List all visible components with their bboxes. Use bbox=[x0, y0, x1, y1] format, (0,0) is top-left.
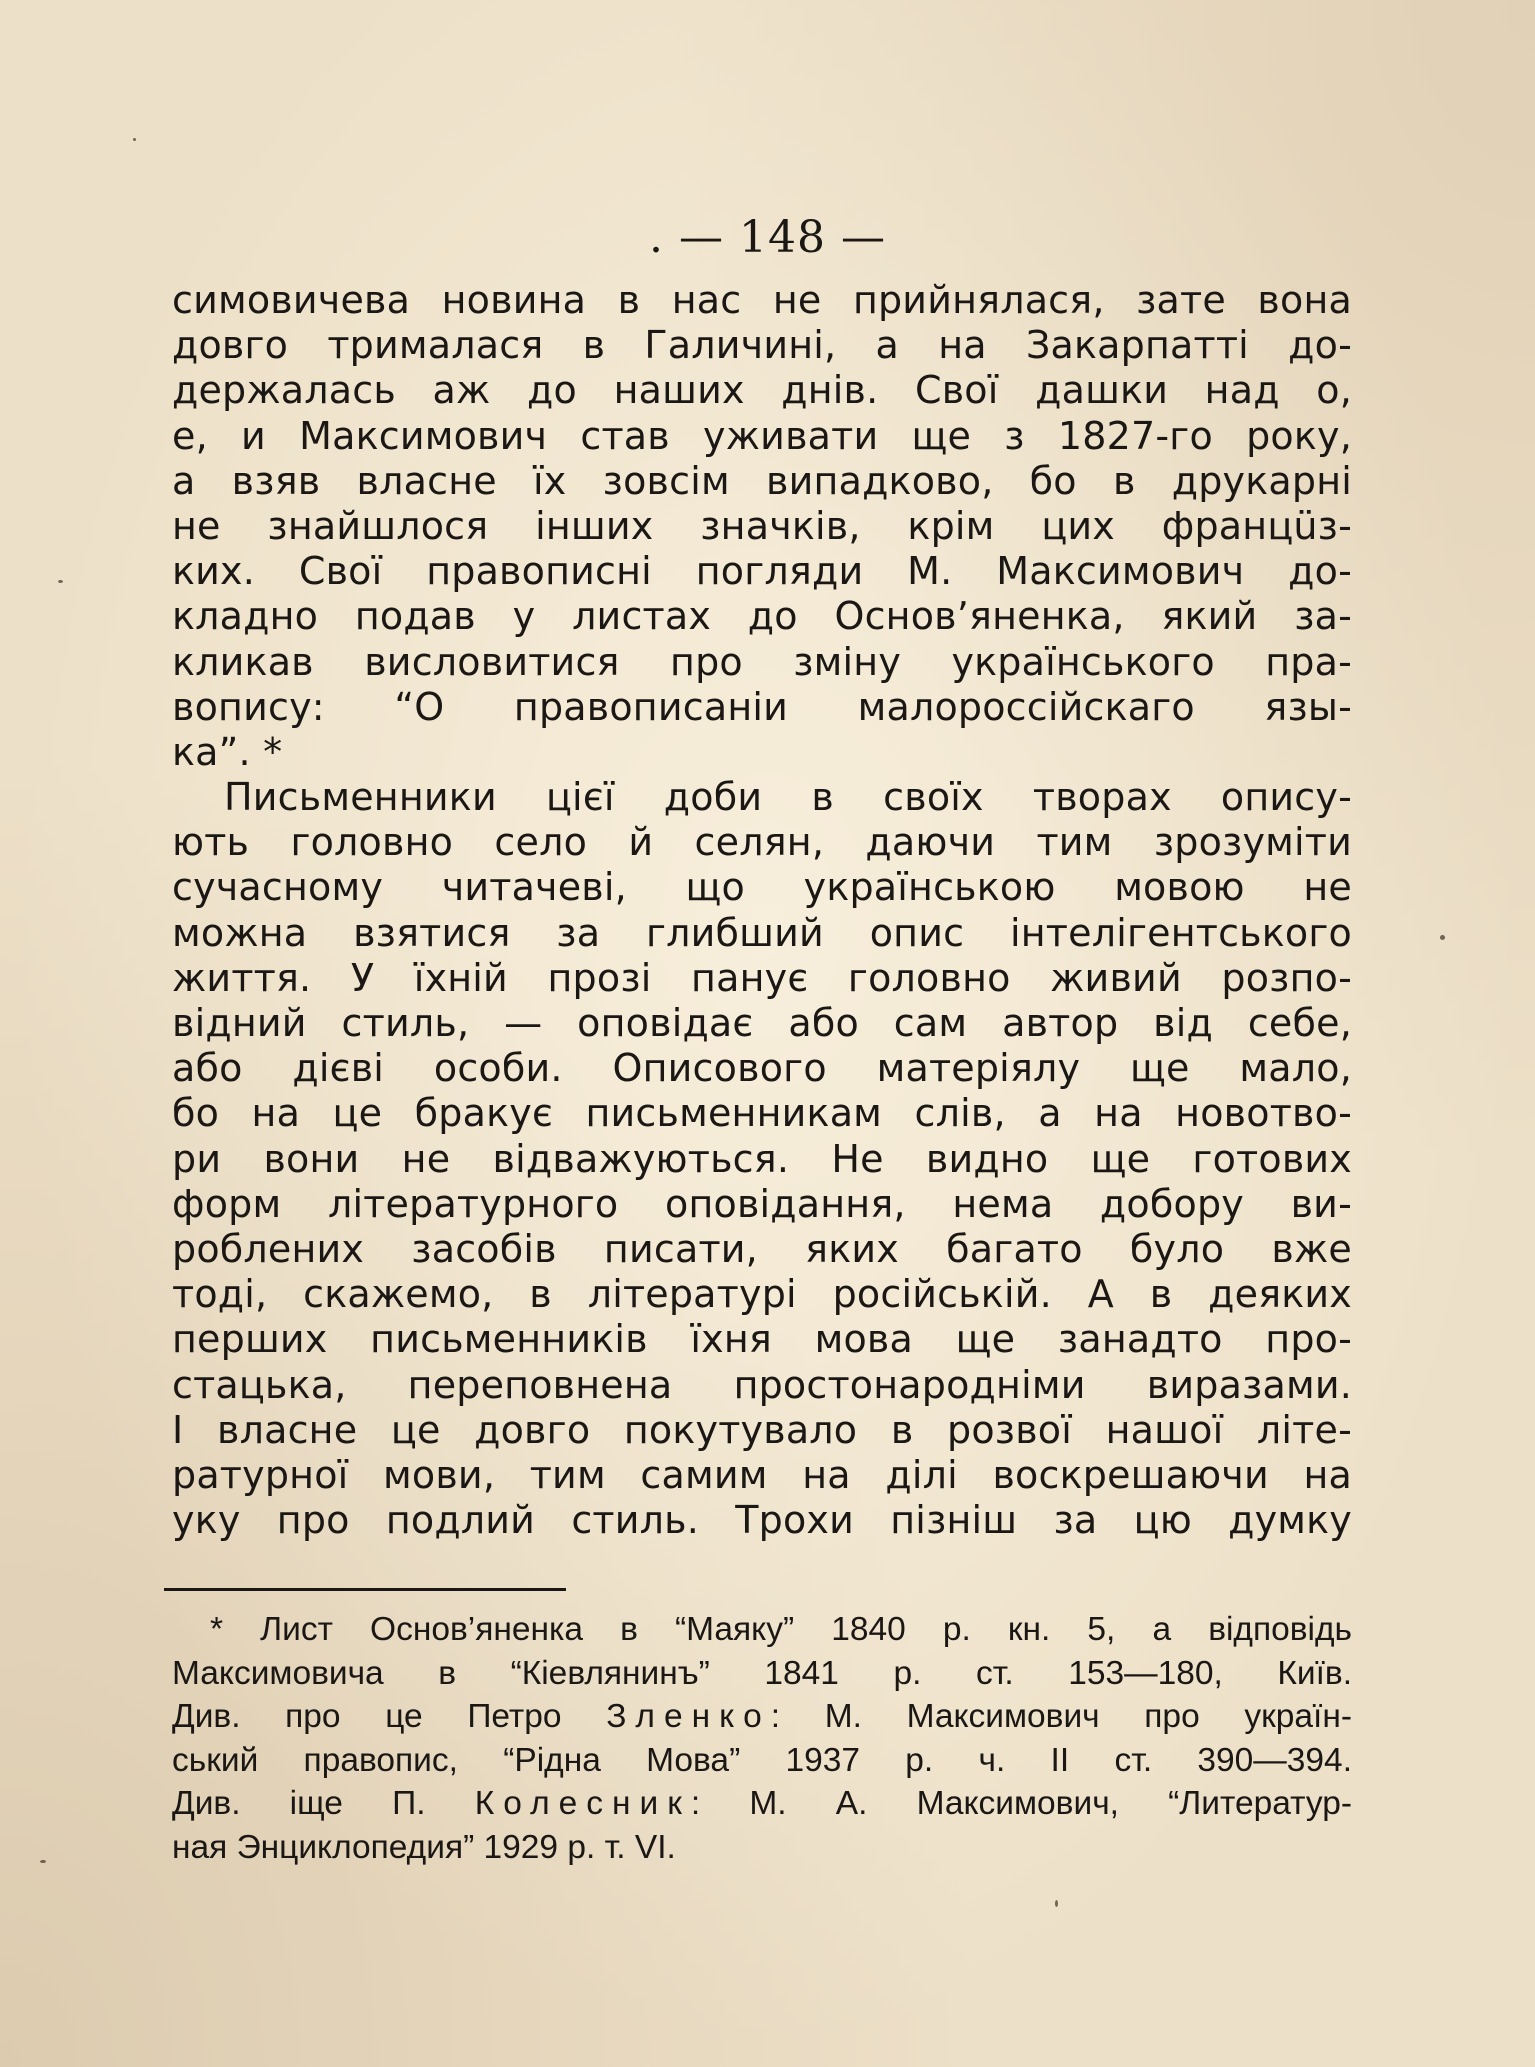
body-line: кладно подав у листах до Основ’яненка, який за- bbox=[172, 594, 1352, 639]
body-line: роблених засобів писати, яких багато було вже bbox=[172, 1226, 1352, 1271]
body-line: уку про подлий стиль. Трохи пізніш за цю думку bbox=[172, 1498, 1352, 1543]
body-line: можна взятися за глибший опис інтелігентського bbox=[172, 910, 1352, 955]
paper-speck bbox=[1440, 935, 1445, 940]
body-line: ють головно село й селян, даючи тим зрозуміти bbox=[172, 820, 1352, 865]
author-name-spaced: Зленко bbox=[606, 1698, 771, 1735]
body-line: або дієві особи. Описового матеріялу ще мало, bbox=[172, 1046, 1352, 1091]
footnote-line bbox=[172, 1695, 1352, 1739]
body-line: тоді, скажемо, в літературі російській. А в деяких bbox=[172, 1272, 1352, 1317]
body-line: кликав висловитися про зміну українського пра- bbox=[172, 639, 1352, 684]
body-line: життя. У їхній прозі панує головно живий розпо- bbox=[172, 955, 1352, 1000]
body-line: ри вони не відважуються. Не видно ще готових bbox=[172, 1136, 1352, 1181]
footnote-line: ная Энциклопедия” 1929 р. т. VI. bbox=[172, 1828, 676, 1866]
footnote-text-segment: : М. Максимович про україн- bbox=[770, 1698, 1352, 1735]
footnote-line: * Лист Основ’яненка в “Маяку” 1840 р. кн. 5, а відповідь bbox=[210, 1611, 1352, 1648]
body-line: а взяв власне їх зовсім випадково, бо в друкарні bbox=[172, 458, 1352, 503]
footnote-text-segment: : М. А. Максимович, “Литератур- bbox=[690, 1785, 1352, 1822]
footnote-line: Максимовича в “Кіевлянинъ” 1841 р. ст. 153—180, Київ. bbox=[172, 1654, 1352, 1692]
body-line: ратурної мови, тим самим на ділі воскрешаючи на bbox=[172, 1452, 1352, 1497]
footnote-text-segment: Див. іще П. bbox=[172, 1785, 475, 1822]
footnote-text-segment: Див. про це Петро bbox=[172, 1698, 607, 1735]
body-line: ких. Свої правописні погляди М. Максимович до- bbox=[172, 549, 1352, 594]
body-line: держалась аж до наших днів. Свої дашки над о, bbox=[172, 368, 1352, 413]
paper-speck bbox=[58, 580, 63, 583]
body-text bbox=[172, 278, 1352, 1543]
footnote-line bbox=[172, 1782, 1352, 1826]
body-line: ка”. * bbox=[172, 729, 283, 774]
paper-speck bbox=[1055, 1900, 1058, 1907]
body-line: довго трималася в Галичині, а на Закарпатті до- bbox=[172, 323, 1352, 368]
body-line: І власне це довго покутувало в розвої нашої літе- bbox=[172, 1407, 1352, 1452]
body-line: симовичева новина в нас не прийнялася, зате вона bbox=[172, 278, 1352, 322]
author-name-spaced: Колесник bbox=[474, 1785, 691, 1822]
paper-speck bbox=[40, 1860, 46, 1863]
body-line: вопису: “О правописаніи малороссійскаго язы- bbox=[172, 684, 1352, 729]
body-line: бо на це бракує письменникам слів, а на новотво- bbox=[172, 1091, 1352, 1136]
body-line: відний стиль, — оповідає або сам автор від себе, bbox=[172, 1001, 1352, 1045]
footnote bbox=[172, 1608, 1352, 1869]
paper-speck bbox=[133, 138, 136, 141]
footnote-line: ський правопис, “Рідна Мова” 1937 р. ч. ІІ ст. 390—394. bbox=[172, 1741, 1352, 1779]
body-line: сучасному читачеві, що українською мовою не bbox=[172, 865, 1352, 910]
footnote-separator bbox=[164, 1588, 566, 1591]
body-line: перших письменників їхня мова ще занадто про- bbox=[172, 1317, 1352, 1362]
body-line: форм літературного оповідання, нема добору ви- bbox=[172, 1181, 1352, 1226]
body-line: не знайшлося інших значків, крім цих францüз- bbox=[172, 503, 1352, 548]
page-number: . — 148 — bbox=[649, 212, 886, 263]
paragraph-start-line: Письменники цієї доби в своїх творах опису- bbox=[224, 775, 1352, 820]
body-line: е, и Максимович став уживати ще з 1827-го року, bbox=[172, 413, 1352, 458]
body-line: стацька, переповнена простонародніми виразами. bbox=[172, 1362, 1352, 1407]
